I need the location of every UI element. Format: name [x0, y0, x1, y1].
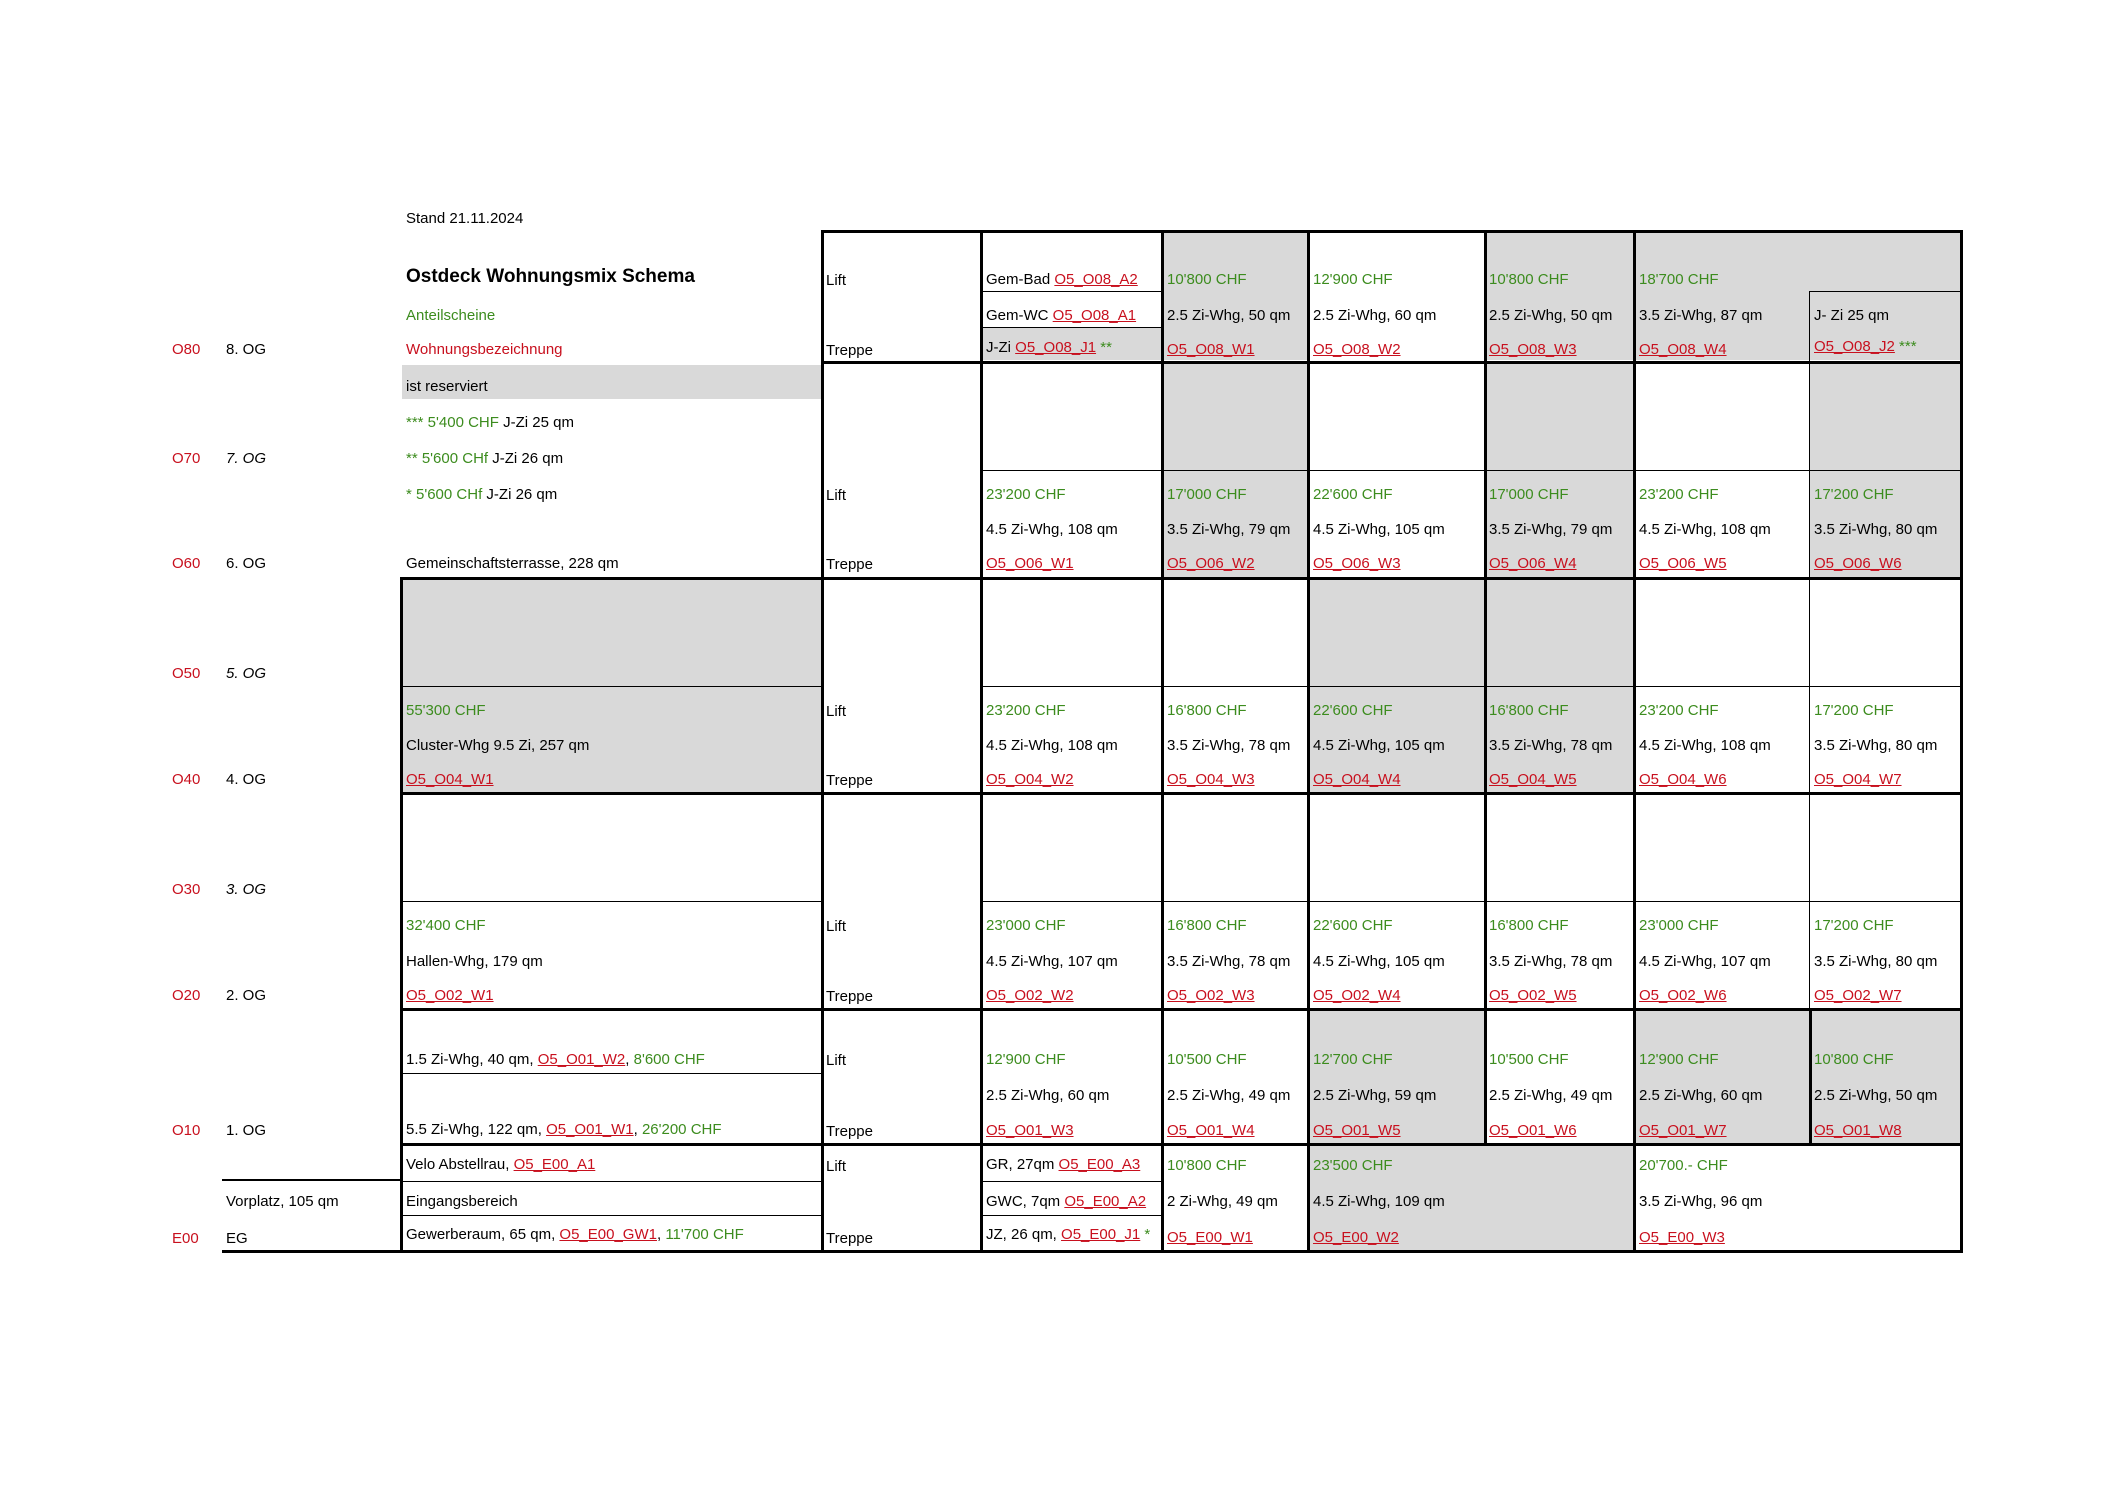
unit-price: 17'000 CHF	[1167, 486, 1247, 503]
legend-j3-price: *** 5'400 CHF	[406, 414, 499, 431]
separator: ,	[633, 1121, 642, 1138]
room-label: GWC, 7qm	[986, 1193, 1065, 1210]
unit-id: O5_E00_A1	[513, 1156, 596, 1173]
room-o08-a2	[986, 271, 1138, 289]
unit-price: 26'200 CHF	[641, 1121, 722, 1138]
grid-line	[982, 470, 1961, 471]
unit-id: O5_O06_W2	[1167, 555, 1255, 572]
grid-line	[822, 230, 1963, 233]
floor-label: 5. OG	[226, 665, 267, 682]
grid-line	[982, 327, 1163, 328]
unit-id: O5_O02_W4	[1313, 987, 1401, 1004]
unit-id: O5_O08_W4	[1639, 341, 1727, 358]
unit-id: O5_O06_W4	[1489, 555, 1577, 572]
grid-line	[400, 577, 1963, 580]
unit-desc: 2.5 Zi-Whg, 50 qm	[1489, 307, 1613, 324]
unit-price: 20'700.- CHF	[1639, 1157, 1728, 1174]
room-eingang: Eingangsbereich	[406, 1193, 518, 1210]
unit-desc: 2 Zi-Whg, 49 qm	[1167, 1193, 1278, 1210]
room-label: GR, 27qm	[986, 1156, 1059, 1173]
room-label: Gem-WC	[986, 307, 1053, 324]
unit-desc: 2.5 Zi-Whg, 49 qm	[1489, 1087, 1613, 1104]
grid-line	[982, 686, 1961, 687]
grid-line	[822, 361, 1963, 364]
unit-desc: 3.5 Zi-Whg, 78 qm	[1489, 953, 1613, 970]
grid-line	[982, 1181, 1163, 1182]
unit-id: O5_E00_W2	[1313, 1229, 1399, 1246]
unit-desc: 1.5 Zi-Whg, 40 qm,	[406, 1051, 538, 1068]
grid-line	[982, 1215, 1163, 1216]
unit-desc: 3.5 Zi-Whg, 80 qm	[1814, 953, 1938, 970]
treppe-label: Treppe	[826, 342, 873, 359]
floor-code: O10	[172, 1122, 201, 1139]
unit-price: 8'600 CHF	[633, 1051, 705, 1068]
unit-desc: 3.5 Zi-Whg, 79 qm	[1489, 521, 1613, 538]
unit-id: O5_O04_W1	[406, 771, 494, 788]
unit-id: O5_E00_A2	[1064, 1193, 1147, 1210]
unit-id: O5_O04_W6	[1639, 771, 1727, 788]
unit-id: O5_O01_W7	[1639, 1122, 1727, 1139]
grid-line	[402, 901, 822, 902]
unit-desc: 4.5 Zi-Whg, 108 qm	[1639, 737, 1771, 754]
floor-code: O50	[172, 665, 201, 682]
unit-id: O5_E00_W1	[1167, 1229, 1253, 1246]
unit-id: O5_O06_W1	[986, 555, 1074, 572]
grid-line	[982, 291, 1163, 292]
legend-j2	[406, 450, 563, 468]
room-label: Gewerberaum, 65 qm,	[406, 1226, 560, 1243]
unit-id: O5_O01_W3	[986, 1122, 1074, 1139]
unit-id: O5_O08_J1	[1015, 339, 1097, 356]
unit-id: O5_O06_W5	[1639, 555, 1727, 572]
date-stamp: Stand 21.11.2024	[406, 210, 524, 227]
unit-id: O5_O04_W4	[1313, 771, 1401, 788]
unit-desc: 4.5 Zi-Whg, 107 qm	[1639, 953, 1771, 970]
unit-desc: 3.5 Zi-Whg, 96 qm	[1639, 1193, 1763, 1210]
grid-line	[1161, 230, 1164, 1253]
grid-line	[1810, 291, 1961, 292]
grid-line	[400, 577, 403, 1253]
floor-label: 4. OG	[226, 771, 267, 788]
unit-id: O5_O08_W3	[1489, 341, 1577, 358]
unit-id: O5_O08_A2	[1054, 271, 1138, 288]
unit-desc: 2.5 Zi-Whg, 50 qm	[1167, 307, 1291, 324]
unit-price: 16'800 CHF	[1167, 917, 1247, 934]
unit-price: 23'200 CHF	[986, 486, 1066, 503]
grid-line	[821, 230, 824, 1253]
unit-id: O5_O02_W3	[1167, 987, 1255, 1004]
grid-line	[222, 1250, 1963, 1253]
unit-desc: 3.5 Zi-Whg, 80 qm	[1814, 521, 1938, 538]
unit-desc: 4.5 Zi-Whg, 108 qm	[986, 521, 1118, 538]
unit-id: O5_O08_J2	[1814, 338, 1895, 355]
legend-j3-text: J-Zi 25 qm	[498, 414, 574, 431]
unit-desc: 2.5 Zi-Whg, 49 qm	[1167, 1087, 1291, 1104]
legend-anteilscheine: Anteilscheine	[406, 307, 496, 324]
terrasse-label: Gemeinschaftsterrasse, 228 qm	[406, 555, 619, 572]
grid-line	[222, 1179, 402, 1181]
unit-desc: 5.5 Zi-Whg, 122 qm,	[406, 1121, 547, 1138]
unit-id: O5_O01_W5	[1313, 1122, 1401, 1139]
grid-line	[400, 1143, 1963, 1146]
lift-label: Lift	[826, 703, 847, 720]
unit-id: O5_E00_A3	[1058, 1156, 1141, 1173]
unit-id: O5_E00_J1	[1061, 1226, 1141, 1243]
treppe-label: Treppe	[826, 772, 873, 789]
unit-price: 23'500 CHF	[1313, 1157, 1393, 1174]
legend-j1-text: J-Zi 26 qm	[482, 486, 558, 503]
unit-id: O5_O01_W6	[1489, 1122, 1577, 1139]
room-label: Gem-Bad	[986, 271, 1055, 288]
unit-price: 55'300 CHF	[406, 702, 486, 719]
grid-line	[1307, 230, 1310, 1253]
unit-desc: 4.5 Zi-Whg, 109 qm	[1313, 1193, 1445, 1210]
grid-line	[1809, 291, 1810, 1010]
unit-price: 17'000 CHF	[1489, 486, 1569, 503]
grid-line	[1484, 230, 1487, 1145]
grid-line	[1633, 230, 1636, 1253]
unit-desc: 2.5 Zi-Whg, 60 qm	[1639, 1087, 1763, 1104]
legend-wohnungsbezeichnung: Wohnungsbezeichnung	[406, 341, 563, 358]
unit-desc: 4.5 Zi-Whg, 107 qm	[986, 953, 1118, 970]
unit-price: 23'000 CHF	[1639, 917, 1719, 934]
floor-code: O30	[172, 881, 201, 898]
lift-label: Lift	[826, 487, 847, 504]
unit-o01-w2	[406, 1051, 705, 1069]
unit-price: 23'200 CHF	[1639, 486, 1719, 503]
room-vorplatz: Vorplatz, 105 qm	[226, 1193, 339, 1210]
unit-price: 12'900 CHF	[986, 1051, 1066, 1068]
grid-line	[402, 1215, 822, 1216]
unit-desc: 4.5 Zi-Whg, 108 qm	[986, 737, 1118, 754]
unit-price: 22'600 CHF	[1313, 486, 1393, 503]
unit-id: O5_O01_W2	[537, 1051, 626, 1068]
unit-id: O5_O08_A1	[1052, 307, 1137, 324]
legend-j2-text: J-Zi 26 qm	[488, 450, 564, 467]
unit-price: 23'200 CHF	[1639, 702, 1719, 719]
unit-price: 10'800 CHF	[1814, 1051, 1894, 1068]
unit-id: O5_E00_W3	[1639, 1229, 1725, 1246]
unit-desc: 3.5 Zi-Whg, 79 qm	[1167, 521, 1291, 538]
grid-line	[402, 686, 822, 687]
grid-line	[400, 1008, 1963, 1011]
unit-id: O5_O06_W3	[1313, 555, 1401, 572]
page-title: Ostdeck Wohnungsmix Schema	[406, 266, 695, 287]
floor-code: O40	[172, 771, 201, 788]
unit-desc: 4.5 Zi-Whg, 105 qm	[1313, 521, 1445, 538]
lift-label: Lift	[826, 1052, 847, 1069]
unit-id: O5_O02_W1	[406, 987, 494, 1004]
unit-o01-w1	[406, 1121, 722, 1139]
reservation-mark: ***	[1894, 338, 1917, 355]
grid-line	[1809, 1008, 1812, 1145]
treppe-label: Treppe	[826, 988, 873, 1005]
unit-id: O5_O01_W4	[1167, 1122, 1255, 1139]
treppe-label: Treppe	[826, 556, 873, 573]
floor-code: O80	[172, 341, 201, 358]
room-o08-a1	[986, 307, 1136, 325]
unit-id: O5_O01_W1	[546, 1121, 634, 1138]
lift-label: Lift	[826, 272, 847, 289]
floor-label: 3. OG	[226, 881, 267, 898]
room-e00-velo	[406, 1156, 595, 1174]
unit-desc: 4.5 Zi-Whg, 108 qm	[1639, 521, 1771, 538]
unit-desc: J- Zi 25 qm	[1814, 307, 1890, 324]
unit-desc: 2.5 Zi-Whg, 60 qm	[986, 1087, 1110, 1104]
unit-price: 22'600 CHF	[1313, 917, 1393, 934]
unit-desc: Hallen-Whg, 179 qm	[406, 953, 543, 970]
unit-price: 17'200 CHF	[1814, 917, 1894, 934]
floor-code: E00	[172, 1230, 199, 1247]
room-o08-j1	[986, 339, 1112, 357]
reservation-mark: *	[1140, 1226, 1151, 1243]
unit-price: 12'700 CHF	[1313, 1051, 1393, 1068]
unit-price: 11'700 CHF	[665, 1226, 744, 1243]
legend-j2-price: ** 5'600 CHf	[406, 450, 489, 467]
unit-desc: 2.5 Zi-Whg, 59 qm	[1313, 1087, 1437, 1104]
unit-desc: Cluster-Whg 9.5 Zi, 257 qm	[406, 737, 590, 754]
room-e00-a2	[986, 1193, 1146, 1211]
treppe-label: Treppe	[826, 1123, 873, 1140]
unit-id: O5_O04_W3	[1167, 771, 1255, 788]
unit-desc: 4.5 Zi-Whg, 105 qm	[1313, 953, 1445, 970]
unit-price: 18'700 CHF	[1639, 271, 1719, 288]
unit-price: 32'400 CHF	[406, 917, 486, 934]
unit-desc: 2.5 Zi-Whg, 60 qm	[1313, 307, 1437, 324]
unit-id: O5_O02_W2	[986, 987, 1074, 1004]
floor-label: 6. OG	[226, 555, 267, 572]
unit-desc: 3.5 Zi-Whg, 87 qm	[1639, 307, 1763, 324]
floor-label: 2. OG	[226, 987, 267, 1004]
floor-label: 8. OG	[226, 341, 267, 358]
unit-desc: 2.5 Zi-Whg, 50 qm	[1814, 1087, 1938, 1104]
grid-line	[1960, 230, 1963, 1253]
unit-id: O5_O08_W2	[1313, 341, 1401, 358]
unit-desc: 3.5 Zi-Whg, 78 qm	[1167, 953, 1291, 970]
treppe-label: Treppe	[826, 1230, 873, 1247]
room-e00-gewerbe	[406, 1226, 744, 1244]
separator: ,	[625, 1051, 634, 1068]
floor-label: 7. OG	[226, 450, 267, 467]
floor-label: 1. OG	[226, 1122, 267, 1139]
legend-j1-price: * 5'600 CHf	[406, 486, 483, 503]
unit-o08-j2	[1814, 338, 1917, 356]
unit-desc: 3.5 Zi-Whg, 80 qm	[1814, 737, 1938, 754]
unit-price: 10'500 CHF	[1489, 1051, 1569, 1068]
unit-id: O5_E00_GW1	[559, 1226, 657, 1243]
unit-id: O5_O02_W7	[1814, 987, 1902, 1004]
legend-j1	[406, 486, 557, 504]
unit-desc: 3.5 Zi-Whg, 78 qm	[1489, 737, 1613, 754]
grid-line	[402, 1073, 822, 1074]
unit-id: O5_O06_W6	[1814, 555, 1902, 572]
grid-line	[982, 901, 1961, 902]
unit-price: 10'800 CHF	[1489, 271, 1569, 288]
unit-price: 16'800 CHF	[1489, 702, 1569, 719]
unit-id: O5_O04_W7	[1814, 771, 1902, 788]
unit-price: 10'500 CHF	[1167, 1051, 1247, 1068]
unit-id: O5_O01_W8	[1814, 1122, 1902, 1139]
unit-price: 10'800 CHF	[1167, 1157, 1247, 1174]
unit-id: O5_O04_W5	[1489, 771, 1577, 788]
unit-price: 16'800 CHF	[1489, 917, 1569, 934]
unit-price: 16'800 CHF	[1167, 702, 1247, 719]
unit-price: 10'800 CHF	[1167, 271, 1247, 288]
floor-code: O70	[172, 450, 201, 467]
separator: ,	[656, 1226, 666, 1243]
grid-line	[980, 230, 983, 1253]
unit-desc: 4.5 Zi-Whg, 105 qm	[1313, 737, 1445, 754]
unit-price: 17'200 CHF	[1814, 702, 1894, 719]
unit-id: O5_O02_W6	[1639, 987, 1727, 1004]
unit-price: 22'600 CHF	[1313, 702, 1393, 719]
legend-j3	[406, 414, 574, 432]
floor-code: O20	[172, 987, 201, 1004]
unit-desc: 3.5 Zi-Whg, 78 qm	[1167, 737, 1291, 754]
unit-id: O5_O08_W1	[1167, 341, 1255, 358]
lift-label: Lift	[826, 1158, 847, 1175]
grid-line	[400, 792, 1963, 795]
legend-reserviert: ist reserviert	[406, 378, 488, 395]
unit-price: 23'200 CHF	[986, 702, 1066, 719]
room-label: JZ, 26 qm,	[986, 1226, 1062, 1243]
floor-label: EG	[226, 1230, 248, 1247]
floor-code: O60	[172, 555, 201, 572]
unit-price: 12'900 CHF	[1313, 271, 1393, 288]
reservation-mark: **	[1096, 339, 1112, 356]
unit-price: 17'200 CHF	[1814, 486, 1894, 503]
room-label: Velo Abstellrau,	[406, 1156, 514, 1173]
lift-label: Lift	[826, 918, 847, 935]
room-label: J-Zi	[986, 339, 1016, 356]
unit-price: 23'000 CHF	[986, 917, 1066, 934]
room-e00-a3	[986, 1156, 1140, 1174]
unit-id: O5_O02_W5	[1489, 987, 1577, 1004]
unit-id: O5_O04_W2	[986, 771, 1074, 788]
unit-price: 12'900 CHF	[1639, 1051, 1719, 1068]
grid-line	[402, 1181, 822, 1182]
room-e00-j1	[986, 1226, 1150, 1244]
